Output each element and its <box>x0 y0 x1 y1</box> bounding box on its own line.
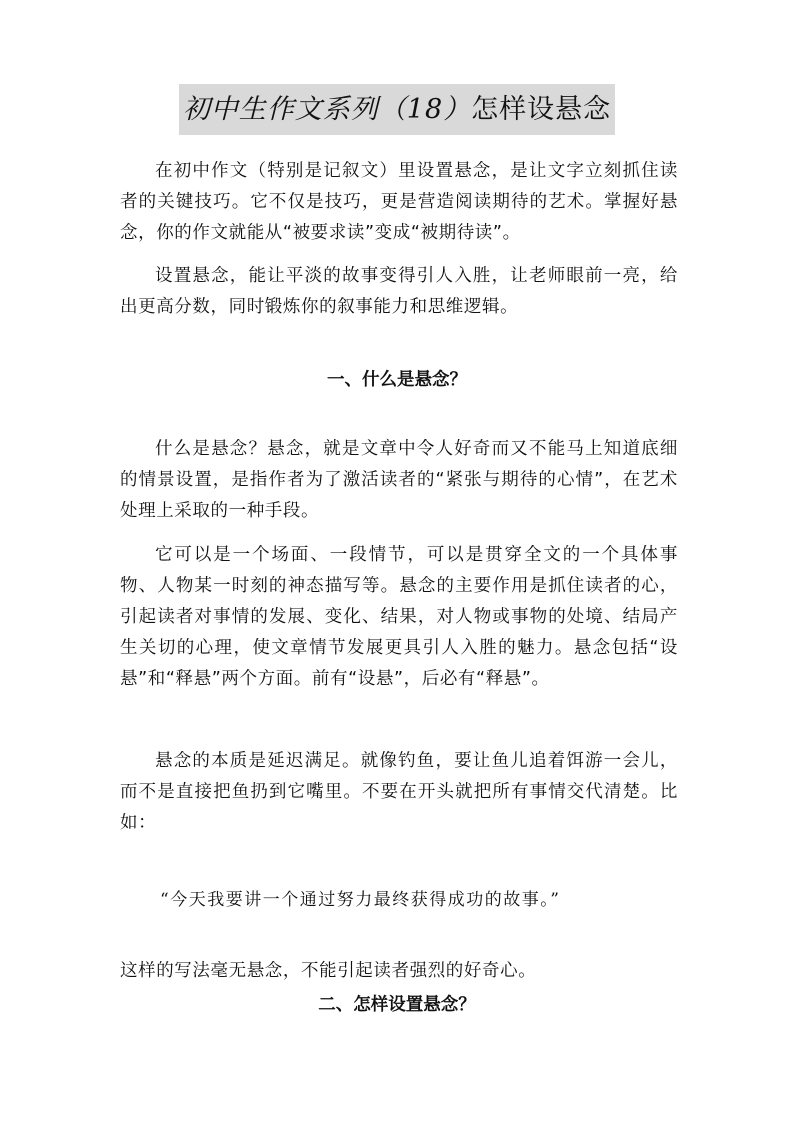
example-quote: “今天我要讲一个通过努力最终获得成功的故事。” <box>160 890 561 910</box>
section-1-heading: 一、什么是悬念？ <box>327 370 467 390</box>
document-title <box>179 84 615 135</box>
section-1-paragraph-1: 什么是悬念？悬念，就是文章中令人好奇而又不能马上知道底细的情景设置，是指作者为了激活读者的“紧张与期待的心情”，在艺术处理上采取的一种手段。 <box>120 439 678 521</box>
title-topic-part: 怎样设悬念 <box>471 94 612 125</box>
intro-paragraph-1: 在初中作文（特别是记叙文）里设置悬念，是让文字立刻抓住读者的关键技巧。它不仅是技巧，更是营造阅读期待的艺术。掌握好悬念，你的作文就能从“被要求读”变成“被期待读”。 <box>120 161 678 243</box>
section-1-paragraph-3: 悬念的本质是延迟满足。就像钓鱼，要让鱼儿追着饵游一会儿，而不是直接把鱼扔到它嘴里。不要在开头就把所有事情交代清楚。比如： <box>120 751 678 833</box>
section-1-paragraph-2: 它可以是一个场面、一段情节，可以是贯穿全文的一个具体事物、人物某一时刻的神态描写等。悬念的主要作用是抓住读者的心，引起读者对事情的发展、变化、结果，对人物或事物的处境、结局产生关切的心理，使文章情节发展更具引人入胜的魅力。悬念包括“设悬”和“释悬”两个方面。前有“设悬”，后必有“释悬”。 <box>120 545 678 689</box>
intro-paragraph-2: 设置悬念，能让平淡的故事变得引人入胜，让老师眼前一亮，给出更高分数，同时锻炼你的叙事能力和思维逻辑。 <box>120 266 678 317</box>
title-series-part: 初中生作文系列（18） <box>182 94 472 125</box>
title-container <box>0 84 794 135</box>
section-2-heading: 二、怎样设置悬念？ <box>318 995 476 1015</box>
section-1-paragraph-4: 这样的写法毫无悬念，不能引起读者强烈的好奇心。 <box>120 961 537 981</box>
